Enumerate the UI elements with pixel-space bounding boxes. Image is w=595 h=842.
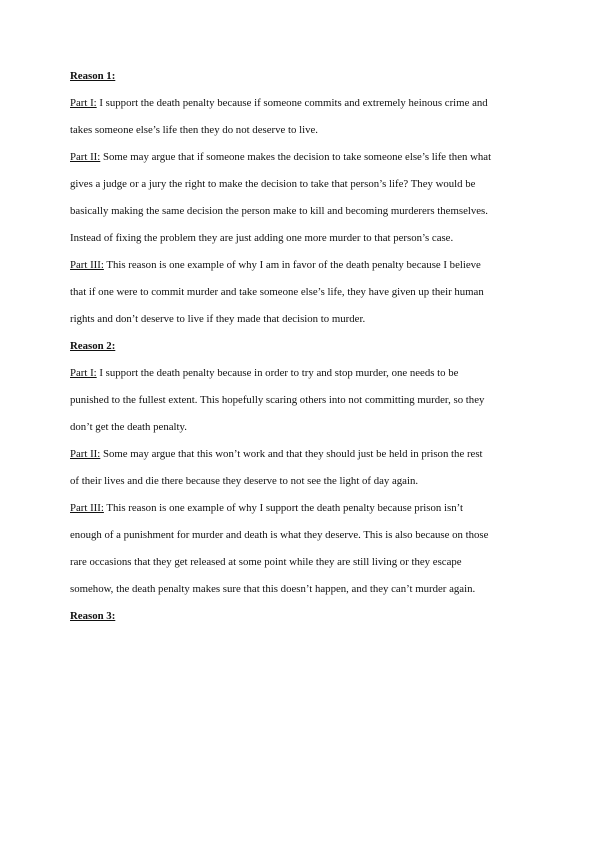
reason-2-part-2-text: Some may argue that this won’t work and that they should just be held in prison the rest — [100, 448, 483, 460]
reason-1-part-2-label: Part II: — [70, 151, 101, 163]
reason-1-part-3-text: This reason is one example of why I am in favor of the death penalty because I believe — [103, 259, 481, 271]
reason-2-part-2-line-1 — [70, 444, 530, 471]
reason-1-part-3-line-2 — [70, 282, 530, 309]
reason-1-heading: Reason 1: — [70, 70, 116, 82]
reason-3-heading-line — [70, 606, 530, 633]
reason-2-part-3-line-2 — [70, 525, 530, 552]
reason-2-part-1-text: don’t get the death penalty. — [70, 421, 187, 433]
reason-1-part-2-line-2 — [70, 174, 530, 201]
reason-1-part-3-text: rights and don’t deserve to live if they made that decision to murder. — [70, 313, 366, 325]
reason-1-part-3-label: Part III: — [70, 259, 104, 271]
reason-2-part-1-label: Part I: — [70, 367, 97, 379]
reason-2-part-1-line-1 — [70, 363, 530, 390]
reason-2-part-3-text: This reason is one example of why I support the death penalty because prison isn’t — [103, 502, 464, 514]
reason-1-part-2-text: gives a judge or a jury the right to make the decision to take that person’s life? They would be — [70, 178, 476, 190]
reason-2-heading: Reason 2: — [70, 340, 116, 352]
reason-1-part-2-line-4 — [70, 228, 530, 255]
reason-1-part-2-line-1 — [70, 147, 530, 174]
reason-2-part-1-line-3 — [70, 417, 530, 444]
reason-1-part-1-text: takes someone else’s life then they do not deserve to live. — [70, 124, 318, 136]
reason-1-part-1-label: Part I: — [70, 97, 97, 109]
reason-2-part-2-text: of their lives and die there because they deserve to not see the light of day again. — [70, 475, 419, 487]
reason-2-part-2-line-2 — [70, 471, 530, 498]
reason-2-part-2-label: Part II: — [70, 448, 101, 460]
reason-2-part-3-line-3 — [70, 552, 530, 579]
reason-2-part-1-text: I support the death penalty because in order to try and stop murder, one needs to be — [96, 367, 459, 379]
reason-2-part-3-line-1 — [70, 498, 530, 525]
reason-1-part-2-text: basically making the same decision the person make to kill and becoming murderers themselves. — [70, 205, 488, 217]
reason-2-part-3-line-4 — [70, 579, 530, 606]
reason-1-part-1-line-1 — [70, 93, 530, 120]
reason-1-part-3-line-1 — [70, 255, 530, 282]
reason-2-part-1-text: punished to the fullest extent. This hopefully scaring others into not committing murder, so they — [70, 394, 485, 406]
reason-2-part-3-text: enough of a punishment for murder and death is what they deserve. This is also because on those — [70, 529, 489, 541]
reason-2-heading-line — [70, 336, 530, 363]
reason-1-part-2-text: Some may argue that if someone makes the decision to take someone else’s life then what — [100, 151, 492, 163]
reason-1-part-2-line-3 — [70, 201, 530, 228]
document-body — [70, 66, 530, 633]
reason-1-part-3-text: that if one were to commit murder and take someone else’s life, they have given up their human — [70, 286, 484, 298]
reason-2-part-3-text: rare occasions that they get released at some point while they are still living or they escape — [70, 556, 462, 568]
reason-1-part-1-text: I support the death penalty because if someone commits and extremely heinous crime and — [96, 97, 488, 109]
reason-2-part-3-text: somehow, the death penalty makes sure that this doesn’t happen, and they can’t murder again. — [70, 583, 476, 595]
reason-2-part-3-label: Part III: — [70, 502, 104, 514]
reason-1-part-2-text: Instead of fixing the problem they are just adding one more murder to that person’s case. — [70, 232, 454, 244]
reason-1-part-1-line-2 — [70, 120, 530, 147]
reason-1-heading-line — [70, 66, 530, 93]
reason-3-heading: Reason 3: — [70, 610, 116, 622]
reason-2-part-1-line-2 — [70, 390, 530, 417]
reason-1-part-3-line-3 — [70, 309, 530, 336]
